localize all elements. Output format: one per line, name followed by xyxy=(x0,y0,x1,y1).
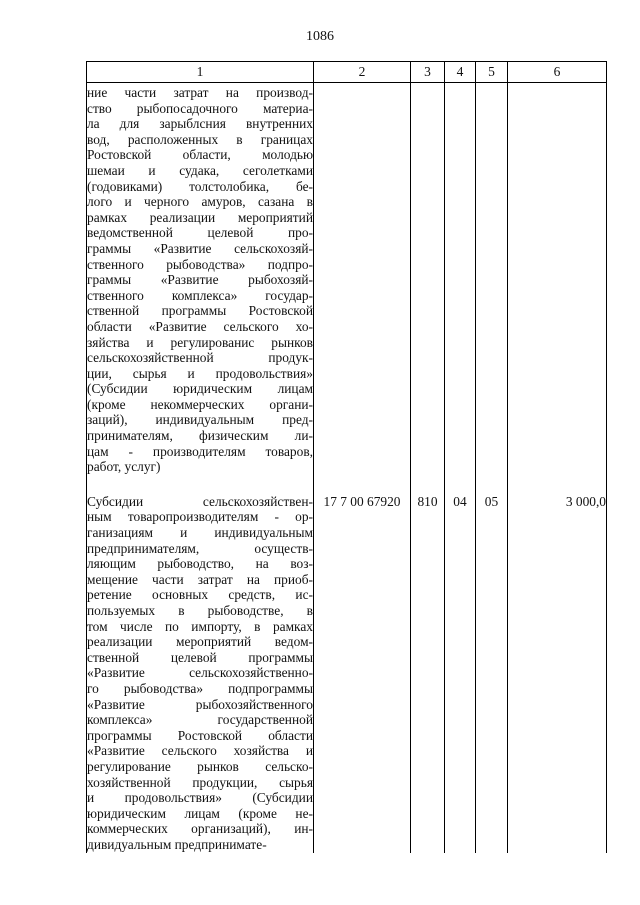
description-line: вод, расположенных в границах xyxy=(87,131,313,147)
column-header-6: 6 xyxy=(508,62,607,83)
column-header-3: 3 xyxy=(411,62,445,83)
description-line: ственной программы Ростовской xyxy=(87,303,313,319)
expense-type: 810 xyxy=(411,488,445,853)
page-number: 1086 xyxy=(306,29,334,44)
description-line: ции, сырья и продовольствия» xyxy=(87,365,313,381)
description-line: (годовиками) толстолобика, бе- xyxy=(87,178,313,194)
description-line: области «Развитие сельского хо- xyxy=(87,318,313,334)
amount: 3 000,0 xyxy=(508,488,607,853)
description-line: шемаи и судака, сеголетками xyxy=(87,162,313,178)
description-line: регулирование рынков сельско- xyxy=(87,758,313,774)
column-number-row xyxy=(87,62,607,83)
description-line: мещение части затрат на приоб- xyxy=(87,571,313,587)
amount xyxy=(508,83,607,488)
description-line: рамках реализации мероприятий xyxy=(87,209,313,225)
column-header-4: 4 xyxy=(445,62,476,83)
row-description xyxy=(87,83,314,488)
description-line: граммы «Развитие рыбохозяй- xyxy=(87,272,313,288)
description-line: работ, услуг) xyxy=(87,459,161,475)
expense-type xyxy=(411,83,445,488)
description-line: предпринимателям, осуществ- xyxy=(87,540,313,556)
column-header-1: 1 xyxy=(87,62,314,83)
description-line: (кроме некоммерческих органи- xyxy=(87,396,313,412)
description-line: ственной целевой программы xyxy=(87,649,313,665)
target-article-code xyxy=(314,83,411,488)
description-line: ганизациям и индивидуальным xyxy=(87,525,313,541)
table-row xyxy=(87,488,607,853)
description-line: сельскохозяйственной продук- xyxy=(87,350,313,366)
description-line: «Развитие рыбохозяйственного xyxy=(87,696,313,712)
description-line: «Развитие сельскохозяйственно- xyxy=(87,665,313,681)
description-line: реализации мероприятий ведом- xyxy=(87,634,313,650)
description-line: Ростовской области, молодью xyxy=(87,147,313,163)
description-line: юридическим лицам (кроме не- xyxy=(87,805,313,821)
description-line: ственного рыбоводства» подпро- xyxy=(87,256,313,272)
description-line: ведомственной целевой про- xyxy=(87,225,313,241)
target-article-code: 17 7 00 67920 xyxy=(314,488,411,853)
description-line: лого и черного амуров, сазана в xyxy=(87,194,313,210)
column-header-5: 5 xyxy=(476,62,508,83)
description-line: граммы «Развитие сельскохозяй- xyxy=(87,240,313,256)
description-line: и продовольствия» (Субсидии xyxy=(87,790,313,806)
subsection-code: 05 xyxy=(476,488,508,853)
description-line: Субсидии сельскохозяйствен- xyxy=(87,493,313,509)
description-line: ла для зарыблсния внутренних xyxy=(87,116,313,132)
row-description xyxy=(87,488,314,853)
description-line: «Развитие сельского хозяйства и xyxy=(87,743,313,759)
column-header-2: 2 xyxy=(314,62,411,83)
description-line: пользуемых в рыбоводстве, в xyxy=(87,603,313,618)
description-line: заций), индивидуальным пред- xyxy=(87,412,313,428)
description-line: зяйства и регулированис рынков xyxy=(87,334,313,350)
description-line: ляющим рыбоводство, на воз- xyxy=(87,556,313,572)
description-line: ние части затрат на производ- xyxy=(87,85,313,100)
description-line: ретение основных средств, ис- xyxy=(87,587,313,603)
budget-table xyxy=(86,61,607,853)
description-line: ственного комплекса» государ- xyxy=(87,287,313,303)
description-line: том числе по импорту, в рамках xyxy=(87,618,313,634)
description-line: принимателям, физическим ли- xyxy=(87,428,313,444)
description-line: коммерческих организаций), ин- xyxy=(87,821,313,837)
section-code: 04 xyxy=(445,488,476,853)
description-line: цам - производителям товаров, xyxy=(87,443,313,459)
description-line: (Субсидии юридическим лицам xyxy=(87,381,313,397)
description-line: дивидуальным предпринимате- xyxy=(87,836,267,852)
table-row xyxy=(87,83,607,488)
subsection-code xyxy=(476,83,508,488)
section-code xyxy=(445,83,476,488)
description-line: хозяйственной продукции, сырья xyxy=(87,774,313,790)
description-line: ство рыбопосадочного материа- xyxy=(87,100,313,116)
description-line: ным товаропроизводителям - ор- xyxy=(87,509,313,525)
description-line: комплекса» государственной xyxy=(87,712,313,728)
description-line: го рыбоводства» подпрограммы xyxy=(87,680,313,696)
description-line: программы Ростовской области xyxy=(87,727,313,743)
